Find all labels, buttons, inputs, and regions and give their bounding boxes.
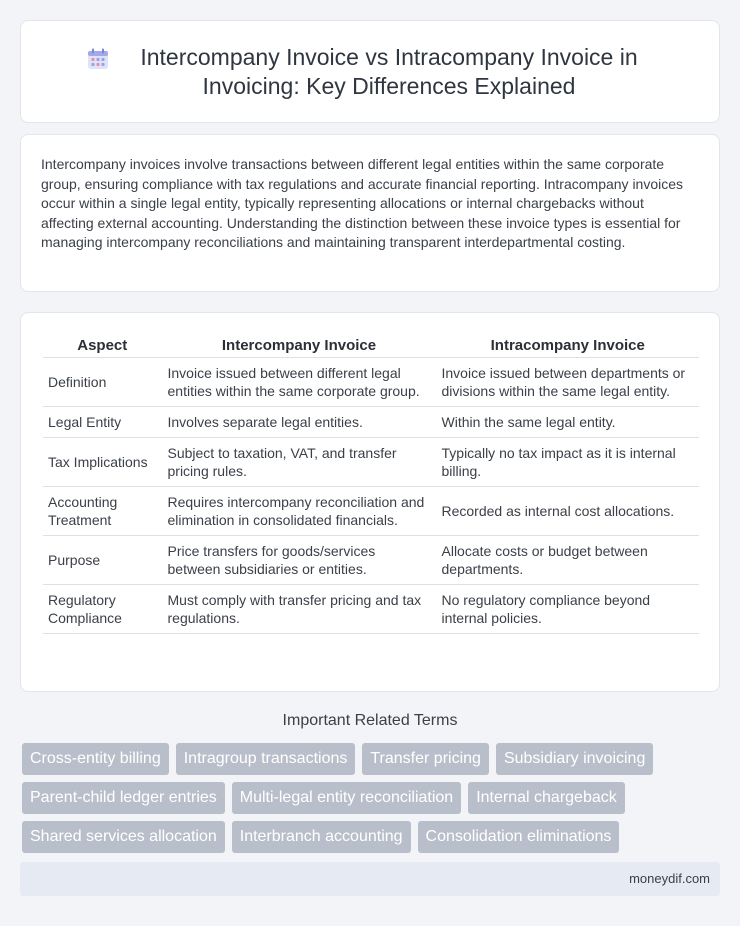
row-intercompany: Invoice issued between different legal entities within the same corporate group. bbox=[162, 358, 436, 407]
row-intracompany: No regulatory compliance beyond internal policies. bbox=[436, 585, 699, 634]
row-intracompany: Recorded as internal cost allocations. bbox=[436, 487, 699, 536]
intro-paragraph: Intercompany invoices involve transactions between different legal entities within the same corporate group, ensuring compliance with tax regulations and accurate financial reporting. Intracompany invoices occur within a single legal entity, typically representing allocations or internal chargebacks without affecting external accounting. Understanding the distinction between these invoice types is essential for managing intercompany reconciliations and maintaining transparent interdepartmental costing. bbox=[41, 156, 684, 250]
row-intracompany: Typically no tax impact as it is internal billing. bbox=[436, 438, 699, 487]
related-term-tag[interactable]: Interbranch accounting bbox=[232, 821, 411, 853]
table-row bbox=[43, 407, 699, 438]
row-aspect: Purpose bbox=[43, 536, 162, 585]
comparison-card bbox=[20, 312, 720, 692]
related-term-tag[interactable]: Multi-legal entity reconciliation bbox=[232, 782, 461, 814]
related-term-tag[interactable]: Intragroup transactions bbox=[176, 743, 356, 775]
related-term-tag[interactable]: Cross-entity billing bbox=[22, 743, 169, 775]
table-row bbox=[43, 536, 699, 585]
related-term-tag[interactable]: Consolidation eliminations bbox=[418, 821, 620, 853]
intro-card bbox=[20, 134, 720, 292]
header-intercompany: Intercompany Invoice bbox=[162, 333, 436, 358]
related-terms-heading: Important Related Terms bbox=[282, 712, 458, 729]
title-card bbox=[20, 20, 720, 123]
related-term-tag[interactable]: Internal chargeback bbox=[468, 782, 625, 814]
row-intercompany: Involves separate legal entities. bbox=[162, 407, 436, 438]
title-wrap bbox=[86, 43, 654, 101]
related-term-tag[interactable]: Subsidiary invoicing bbox=[496, 743, 653, 775]
row-intercompany: Must comply with transfer pricing and tax regulations. bbox=[162, 585, 436, 634]
calendar-icon bbox=[86, 47, 110, 71]
table-row bbox=[43, 487, 699, 536]
table-header-row bbox=[43, 333, 699, 358]
related-term-tag[interactable]: Parent-child ledger entries bbox=[22, 782, 225, 814]
row-aspect: Accounting Treatment bbox=[43, 487, 162, 536]
row-aspect: Tax Implications bbox=[43, 438, 162, 487]
comparison-table bbox=[43, 333, 699, 634]
table-row bbox=[43, 438, 699, 487]
footer-bar bbox=[20, 862, 720, 896]
row-intracompany: Allocate costs or budget between departments. bbox=[436, 536, 699, 585]
row-aspect: Definition bbox=[43, 358, 162, 407]
related-terms-list bbox=[22, 743, 722, 860]
row-intracompany: Within the same legal entity. bbox=[436, 407, 699, 438]
row-intercompany: Price transfers for goods/services between subsidiaries or entities. bbox=[162, 536, 436, 585]
row-intercompany: Subject to taxation, VAT, and transfer pricing rules. bbox=[162, 438, 436, 487]
table-row bbox=[43, 585, 699, 634]
related-term-tag[interactable]: Transfer pricing bbox=[362, 743, 489, 775]
page-title: Intercompany Invoice vs Intracompany Invoice in Invoicing: Key Differences Explained bbox=[140, 43, 638, 99]
row-intracompany: Invoice issued between departments or divisions within the same legal entity. bbox=[436, 358, 699, 407]
row-aspect: Legal Entity bbox=[43, 407, 162, 438]
table-row bbox=[43, 358, 699, 407]
header-aspect: Aspect bbox=[43, 333, 162, 358]
row-aspect: Regulatory Compliance bbox=[43, 585, 162, 634]
related-term-tag[interactable]: Shared services allocation bbox=[22, 821, 225, 853]
row-intercompany: Requires intercompany reconciliation and elimination in consolidated financials. bbox=[162, 487, 436, 536]
header-intracompany: Intracompany Invoice bbox=[436, 333, 699, 358]
site-name[interactable]: moneydif.com bbox=[629, 871, 710, 886]
